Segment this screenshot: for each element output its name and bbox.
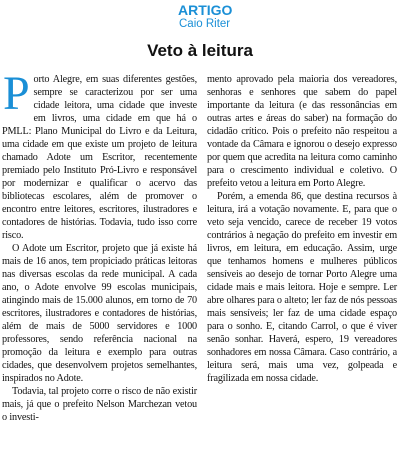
article-headline: Veto à leitura <box>147 41 253 60</box>
paragraph: mento aprovado pela maioria dos vereadores, senhoras e senhores que sabem do papel importante da leitura (e das ressonâncias em outras artes e áreas do saber) na formação do cidadão crítico. Pois o prefeito não respeitou a vontade da Câmara e ignorou o desejo expresso por quem que acredita na leitura como caminho para o crescimento individual e coletivo. O prefeito vetou a leitura em Porto Alegre. <box>207 74 397 189</box>
paragraph: Porém, a emenda 86, que destina recursos à leitura, irá a votação novamente. E, para que o veto seja vencido, carece de receber 19 votos contrários à negação do prefeito em investir em livros, em leitura, em educação. Assim, urge que tenhamos homens e mulheres públicos sensíveis ao desejo de tornar Porto Alegre uma cidade mais e mais leitora. Hoje e sempre. Ler abre olhares para o alteto; ler faz de nós pessoas mais sensíveis; ler faz de uma cidade espaço para o sonho. E, citando Carrol, o que é viver senão sonhar. Haverá, espero, 19 vereadores sonhadores em nossa Câmara. Caso contrário, a leitura será, mais uma vez, golpeada e fragilizada em nossa cidade. <box>207 191 397 384</box>
drop-cap: P <box>3 67 30 120</box>
article-header <box>178 2 232 31</box>
article-column-right <box>207 73 397 385</box>
paragraph <box>2 67 197 242</box>
article-column-left <box>2 67 197 424</box>
author-name: Caio Riter <box>179 18 231 30</box>
paragraph: Todavia, tal projeto corre o risco de não existir mais, já que o prefeito Nelson Marchezan vetou o investi- <box>2 386 197 423</box>
section-label: ARTIGO <box>178 2 233 18</box>
paragraph: O Adote um Escritor, projeto que já existe há mais de 16 anos, tem propiciado práticas leitoras nas diversas escolas da rede municipal. A cada ano, o Adote envolve 99 escolas municipais, atingindo mais de 15.000 alunos, em torno de 70 escritores, ilustradores e contadores de histórias, além de mais de 5000 servidores e 1000 professores, sendo referência nacional na promoção da leitura e exemplo para outras cidades, que desenvolvem projetos semelhantes, inspirados no Adote. <box>2 243 197 384</box>
paragraph-text: orto Alegre, em suas diferentes gestões, sempre se caracterizou por ser uma cidade leitora, uma cidade que investe em livros, uma cidade em que há o PMLL: Plano Municipal do Livro e da Leitura, uma cidade em que existe um projeto de leitura chamado Adote um Escritor, recentemente premiado pelo Instituto Pró-Livro e responsável por modernizar e qualificar o acervo das bibliotecas escolares, além de promover o encontro entre leitores, escritores, ilustradores e contadores de histórias. Todavia, tudo isso corre risco. <box>2 74 197 241</box>
